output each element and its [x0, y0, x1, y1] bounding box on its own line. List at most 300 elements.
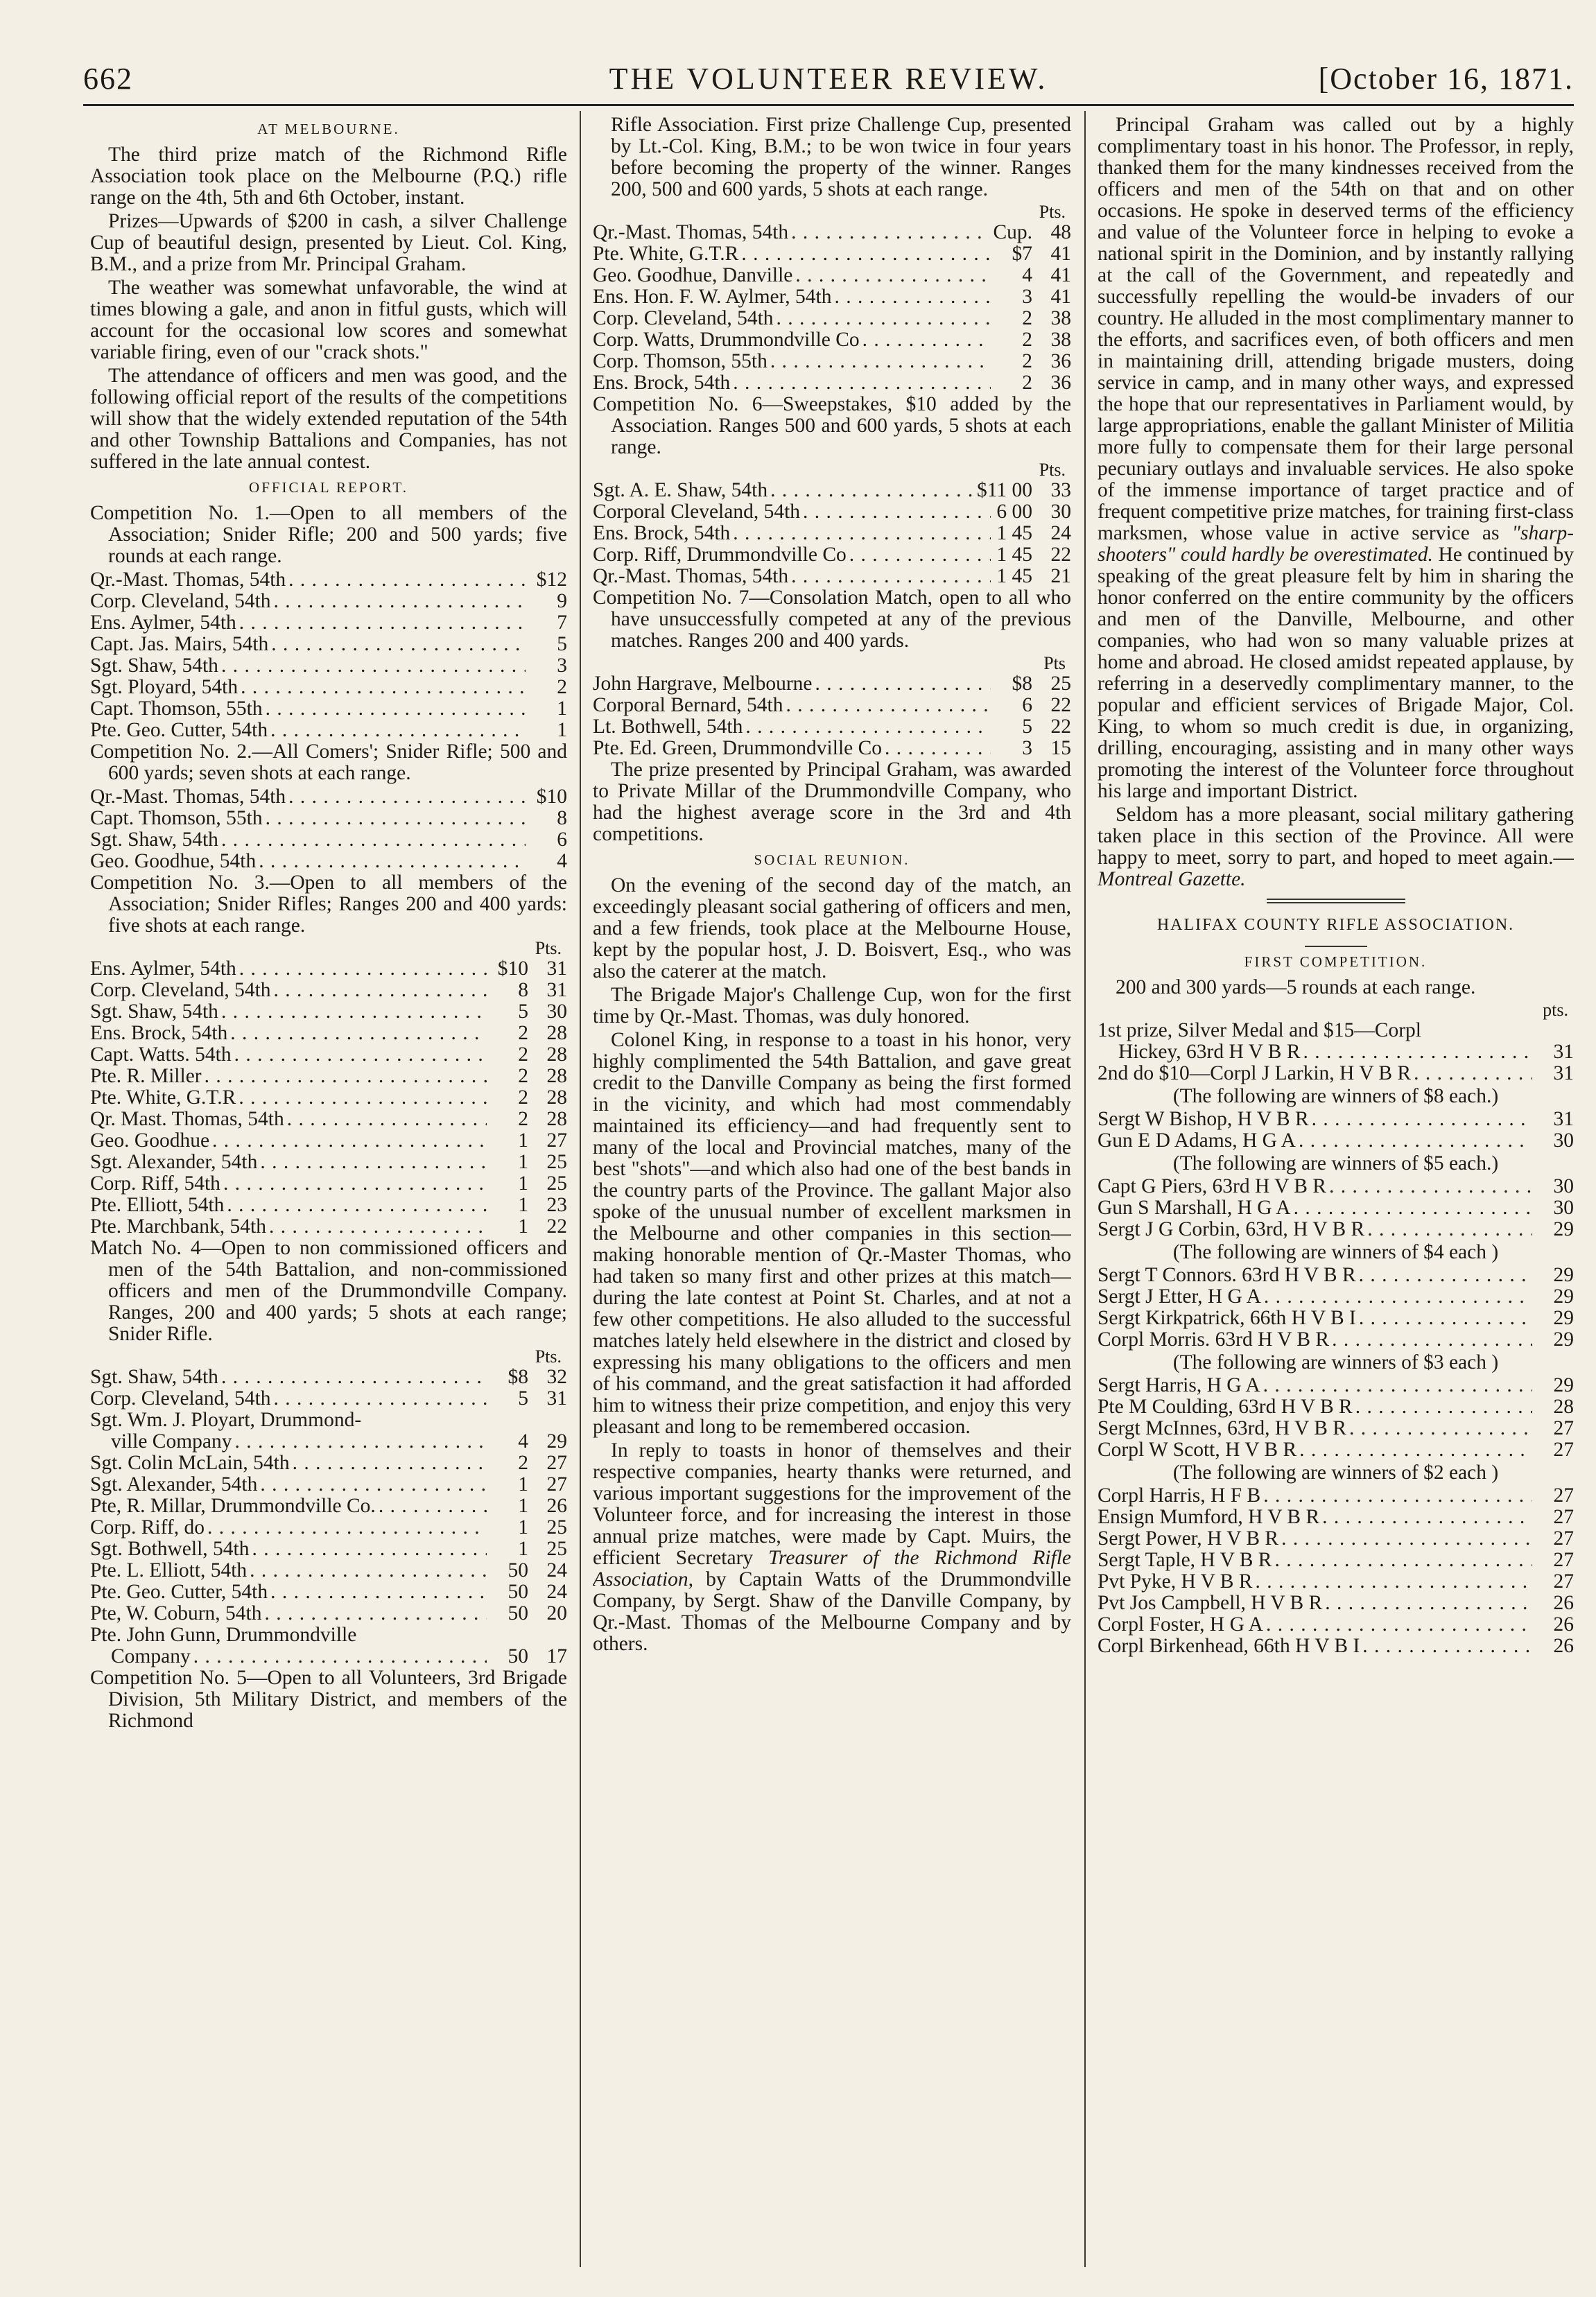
entry-prize: Cup.	[993, 221, 1032, 243]
dot-leader	[770, 480, 974, 501]
result-row	[90, 1001, 567, 1023]
entry-prize: $8	[508, 1366, 528, 1388]
entry-name: Pte. R. Miller	[90, 1065, 202, 1087]
result-row	[1098, 1396, 1574, 1418]
dot-leader	[250, 1560, 487, 1581]
dot-leader	[849, 544, 991, 566]
entry-prize: 2	[518, 1086, 528, 1109]
dot-leader	[288, 786, 526, 808]
dot-leader	[239, 958, 487, 980]
result-row	[1098, 1020, 1574, 1041]
competition-description: Competition No. 7—Consolation Match, open to all who have unsuccessfully competed at any of the previous matches. Ranges 200 and 400 yards.	[593, 587, 1071, 652]
result-row	[90, 698, 567, 720]
entry-name: Corp. Cleveland, 54th	[90, 590, 271, 612]
result-row	[593, 501, 1071, 523]
entry-name: Corpl W Scott, H V B R	[1098, 1439, 1297, 1461]
column-2	[593, 114, 1071, 2264]
dot-leader	[862, 329, 991, 351]
results-list	[593, 480, 1071, 587]
text-run: He continued by speaking of the great pleasure felt by him in sharing the honor conferred on the entire community by the officers and men of the Danville, Melbourne, and other companies, who had won so many valuable prizes at home and abroad. He closed amidst repeated applause, by referring in a deservedly complimentary manner, to the popular and efficient services of Brigade Major, Col. King, to whom so much credit is due, in organizing, drilling, encouraging, assisting and in many other ways promoting the interest of the Volunteer force throughout his large and important District.	[1098, 544, 1574, 802]
result-row	[90, 958, 567, 980]
entry-name: Pte. Geo. Cutter, 54th	[90, 719, 268, 741]
result-row	[1098, 1528, 1574, 1550]
entry-prize: 1	[518, 1538, 528, 1560]
entry-prize: 6	[1022, 694, 1032, 716]
result-row	[90, 1216, 567, 1238]
entry-name: Pte. White, G.T.R	[593, 243, 739, 265]
entry-points: 32	[546, 1366, 567, 1388]
result-row	[90, 612, 567, 634]
entry-points: 41	[1050, 243, 1071, 265]
section-heading-official-report: OFFICIAL REPORT.	[249, 479, 408, 496]
entry-prize: 9	[557, 590, 567, 612]
short-rule	[1305, 946, 1367, 947]
result-row	[1098, 1130, 1574, 1152]
entry-name: Sergt Power, H V B R	[1098, 1527, 1279, 1550]
entry-name: Sergt Taple, H V B R	[1098, 1549, 1272, 1571]
entry-points: 21	[1050, 565, 1071, 587]
entry-prize: 8	[557, 807, 567, 829]
dot-leader	[265, 1603, 487, 1624]
dot-leader	[270, 1581, 487, 1603]
italic-text: "sharp-shooters" could hardly be overestimated.	[1098, 522, 1574, 566]
entry-prize: 6 00	[996, 501, 1032, 523]
result-row	[90, 1581, 567, 1603]
result-row	[1098, 1219, 1574, 1240]
group-label: (The following are winners of $2 each )	[1172, 1462, 1499, 1484]
entry-name: Corpl Harris, H F B	[1098, 1484, 1261, 1507]
result-row	[1098, 1329, 1574, 1351]
dot-leader	[1263, 1375, 1532, 1396]
entry-name: Lt. Bothwell, 54th	[593, 716, 743, 738]
entry-points: 25	[546, 1151, 567, 1173]
entry-prize: 6	[557, 829, 567, 851]
entry-points: 29	[1553, 1328, 1574, 1351]
result-row	[90, 1431, 567, 1453]
dot-leader	[266, 808, 526, 829]
entry-points: 22	[1050, 694, 1071, 716]
dot-leader	[770, 351, 991, 372]
entry-prize: 1	[518, 1172, 528, 1195]
points-header: Pts.	[1039, 202, 1066, 222]
result-row	[90, 1367, 567, 1388]
dot-leader	[885, 738, 991, 759]
entry-points: 25	[1050, 673, 1071, 695]
dot-leader	[745, 716, 991, 738]
entry-points: 20	[546, 1602, 567, 1624]
result-row	[593, 372, 1071, 394]
paragraph: The attendance of officers and men was good, and the following official report of the results of the competitions will show that the widely extended reputation of the 54th and other Township Battalions and Companies, has not suffered in the late annual contest.	[90, 365, 567, 473]
paragraph: The prize presented by Principal Graham, was awarded to Private Millar of the Drummondville Company, who had the highest average score in the 3rd and 4th competitions.	[593, 759, 1071, 845]
entry-points: 22	[546, 1215, 567, 1238]
results-list	[1098, 1485, 1574, 1657]
result-row	[90, 655, 567, 677]
entry-prize: 2	[518, 1452, 528, 1474]
entry-prize: 2	[518, 1108, 528, 1130]
dot-leader	[252, 1538, 487, 1560]
dot-leader	[741, 243, 991, 265]
entry-name: Corp. Thomson, 55th	[593, 350, 767, 372]
dot-leader	[293, 1453, 487, 1474]
column-1	[90, 114, 567, 2264]
entry-name: Pte. White, G.T.R	[90, 1086, 236, 1109]
points-header: Pts.	[1039, 460, 1066, 480]
result-row	[1098, 1063, 1574, 1084]
entry-name: Pvt Pyke, H V B R	[1098, 1570, 1253, 1593]
dot-leader	[1266, 1614, 1532, 1636]
points-header: Pts.	[535, 938, 562, 958]
entry-name: Ens. Aylmer, 54th	[90, 612, 236, 634]
entry-points: 28	[546, 1043, 567, 1066]
dot-leader	[235, 1431, 487, 1453]
result-row	[90, 720, 567, 741]
entry-points: 27	[546, 1473, 567, 1496]
dot-leader	[227, 1195, 487, 1216]
entry-points: 28	[546, 1065, 567, 1087]
dot-leader	[1367, 1219, 1532, 1240]
entry-points: 26	[1553, 1592, 1574, 1614]
dot-leader	[1281, 1528, 1532, 1550]
results-list	[593, 222, 1071, 394]
entry-prize: $10	[497, 957, 528, 980]
page-header	[83, 49, 1574, 104]
result-row	[1098, 1614, 1574, 1636]
entry-points: 31	[546, 1387, 567, 1410]
entry-name: Pte. Geo. Cutter, 54th	[90, 1581, 268, 1603]
group-label: (The following are winners of $4 each )	[1172, 1241, 1499, 1263]
result-row	[593, 480, 1071, 501]
dot-leader	[786, 695, 991, 716]
dot-leader	[221, 655, 526, 677]
entry-points: 25	[546, 1538, 567, 1560]
dot-leader	[270, 720, 526, 741]
dot-leader	[1414, 1063, 1532, 1084]
results-list	[593, 673, 1071, 759]
result-row	[90, 1646, 567, 1667]
result-row	[90, 851, 567, 872]
entry-name: Qr.-Mast. Thomas, 54th	[593, 221, 789, 243]
entry-name: Sgt. Alexander, 54th	[90, 1473, 258, 1496]
dot-leader	[1332, 1329, 1532, 1351]
dot-leader	[379, 1496, 487, 1517]
entry-name: Sergt J G Corbin, 63rd, H V B R	[1098, 1218, 1365, 1240]
result-row	[90, 1130, 567, 1152]
dot-leader	[777, 308, 991, 329]
entry-name: Capt. Jas. Mairs, 54th	[90, 633, 269, 655]
entry-name: Capt G Piers, 63rd H V B R	[1098, 1175, 1326, 1197]
result-row	[90, 1560, 567, 1581]
result-row	[593, 222, 1071, 243]
result-row	[593, 544, 1071, 566]
entry-points: 31	[1553, 1041, 1574, 1063]
entry-prize: 1	[557, 719, 567, 741]
text-run: Seldom has a more pleasant, social military gathering taken place in this section of the Province. All were happy to meet, sorry to part, and hoped to meet again.—	[1098, 804, 1574, 869]
entry-prize: 50	[508, 1645, 528, 1667]
result-row	[90, 1474, 567, 1496]
result-row	[90, 1023, 567, 1044]
entry-points: 25	[546, 1172, 567, 1195]
result-row	[593, 265, 1071, 286]
entry-points: 26	[546, 1495, 567, 1517]
dot-leader	[287, 1109, 487, 1130]
entry-name: 1st prize, Silver Medal and $15—Corpl	[1098, 1019, 1422, 1041]
column-divider	[580, 111, 581, 2267]
competition-description: Competition No. 6—Sweepstakes, $10 added by the Association. Ranges 500 and 600 yards, 5 shots at each range.	[593, 393, 1071, 458]
section-rule	[1267, 899, 1405, 903]
entry-prize: 5	[1022, 716, 1032, 738]
dot-leader	[1359, 1265, 1532, 1286]
dot-leader	[274, 591, 526, 612]
result-row	[90, 1538, 567, 1560]
winner-groups	[1098, 1086, 1574, 1657]
italic-text: Montreal Gazette.	[1098, 868, 1246, 890]
dot-leader	[1264, 1286, 1532, 1308]
entry-name: Pte M Coulding, 63rd H V B R	[1098, 1396, 1353, 1418]
competition-description: Competition No. 3.—Open to all members of the Association; Snider Rifles; Ranges 200 and 400 yards: five shots at each range.	[90, 872, 567, 937]
competition-description: Competition No. 1.—Open to all members of the Association; Snider Rifle; 200 and 500 yards; five rounds at each range.	[90, 502, 567, 567]
text-run: In reply to toasts in honor of themselves and their respective companies, hearty thanks were returned, and various important suggestions for the improvement of the Volunteer force, and for increasing the interest in those annual prize matches, were made by Capt. Muirs, the efficient Secretary	[593, 1439, 1071, 1569]
column-divider	[1084, 111, 1086, 2267]
dot-leader	[207, 1517, 487, 1538]
dot-leader	[221, 1367, 487, 1388]
entry-name: Corporal Bernard, 54th	[593, 694, 783, 716]
result-row	[1098, 1197, 1574, 1219]
paragraph	[1098, 114, 1574, 802]
dot-leader	[1299, 1439, 1532, 1461]
result-row	[90, 1624, 567, 1646]
result-row	[90, 786, 567, 808]
entry-name: Gun E D Adams, H G A	[1098, 1129, 1296, 1152]
entry-prize: 2	[518, 1043, 528, 1066]
results-list	[1098, 1109, 1574, 1152]
paragraph: The weather was somewhat unfavorable, the wind at times blowing a gale, and anon in fitful gusts, which will account for the occasional low scores and somewhat variable firing, even of our "crack shots."	[90, 277, 567, 363]
header-rule	[83, 104, 1574, 106]
entry-prize: 3	[1022, 286, 1032, 308]
dot-leader	[1325, 1593, 1532, 1614]
text-run: Principal Graham was called out by a highly complimentary toast in his honor. The Professor, in reply, thanked them for the many kindnesses received from the officers and men of the 54th on that and on other occasions. He spoke in deserved terms of the efficiency and value of the Volunteer force in helping to evoke a national spirit in the Dominion, and by instantly rallying at the call of the Government, and repeatedly and successfully repelling the would-be invaders of our country. He alluded in the most complimentary manner to the efforts, and sacrifices even, of both officers and men in maintaining drill, attending brigade musters, doing service in camp, and in many other ways, and expressed the hope that our representatives in Parliament would, by large appropriations, enable the gallant Minister of Militia more fully to compensate them for their large personal pecuniary outlays and invaluable services. He also spoke of the immense importance of target practice and of frequent competitive prize matches, for training first-class marksmen, whose value in active service as	[1098, 114, 1574, 544]
result-row	[593, 329, 1071, 351]
entry-prize: $8	[1012, 673, 1032, 695]
entry-name: Pte. John Gunn, Drummondville	[90, 1624, 357, 1646]
paragraph: On the evening of the second day of the match, an exceedingly pleasant social gathering of officers and men, and a few friends, took place at the Melbourne House, kept by the popular host, J. D. Boisvert, Esq., who was also the caterer at the match.	[593, 874, 1071, 982]
entry-name: Corp. Riff, do	[90, 1516, 205, 1538]
result-row	[90, 569, 567, 591]
dot-leader	[205, 1066, 487, 1087]
entry-points: 31	[546, 957, 567, 980]
results-list	[90, 1367, 567, 1667]
entry-name: Ens. Brock, 54th	[90, 1022, 228, 1044]
dot-leader	[274, 980, 487, 1001]
entry-prize: 50	[508, 1602, 528, 1624]
entry-name: Qr.-Mast. Thomas, 54th	[90, 786, 286, 808]
result-row	[593, 308, 1071, 329]
entry-points: 30	[546, 1000, 567, 1023]
result-row	[90, 1044, 567, 1066]
entry-points: 23	[546, 1194, 567, 1216]
competition-description: Competition No. 5—Open to all Volunteers, 3rd Brigade Division, 5th Military District, and members of the Richmond	[90, 1667, 567, 1732]
results-list	[1098, 1265, 1574, 1351]
entry-points: 29	[1553, 1264, 1574, 1286]
entry-prize: $10	[536, 786, 567, 808]
entry-name: Sergt Harris, H G A	[1098, 1374, 1260, 1396]
group-label: (The following are winners of $8 each.)	[1172, 1085, 1499, 1107]
points-header: Pts.	[535, 1346, 562, 1367]
entry-name: Corporal Cleveland, 54th	[593, 501, 801, 523]
entry-points: 27	[1553, 1439, 1574, 1461]
dot-leader	[259, 851, 526, 872]
result-row	[1098, 1571, 1574, 1593]
entry-prize: 4	[557, 850, 567, 872]
publication-title: THE VOLUNTEER REVIEW.	[609, 62, 1048, 96]
dot-leader	[835, 286, 991, 308]
dot-leader	[1299, 1130, 1532, 1152]
result-row	[593, 695, 1071, 716]
entry-points: 24	[546, 1559, 567, 1581]
entry-name: Qr.-Mast. Thomas, 54th	[593, 565, 789, 587]
entry-points: 31	[1553, 1062, 1574, 1084]
result-row	[1098, 1308, 1574, 1329]
entry-prize: $12	[536, 569, 567, 591]
result-row	[593, 243, 1071, 265]
entry-name: Capt. Thomson, 55th	[90, 697, 263, 720]
entry-name: Corp. Watts, Drummondville Co	[593, 329, 860, 351]
result-row	[90, 1603, 567, 1624]
entry-name: John Hargrave, Melbourne	[593, 673, 813, 695]
entry-name: Company	[111, 1645, 191, 1667]
entry-prize: 1 45	[996, 565, 1032, 587]
paragraph: Prizes—Upwards of $200 in cash, a silver Challenge Cup of beautiful design, presented by Lieut. Col. King, B.M., and a prize from Mr. Principal Graham.	[90, 210, 567, 275]
dot-leader	[212, 1130, 487, 1152]
entry-name: Qr.-Mast. Thomas, 54th	[90, 569, 286, 591]
result-row	[1098, 1375, 1574, 1396]
result-row	[1098, 1439, 1574, 1461]
entry-name: Sergt McInnes, 63rd, H V B R	[1098, 1417, 1346, 1439]
entry-name: Geo. Goodhue	[90, 1129, 210, 1152]
result-row	[1098, 1265, 1574, 1286]
entry-points: 31	[546, 979, 567, 1001]
entry-prize: 1	[518, 1151, 528, 1173]
result-row	[90, 1496, 567, 1517]
group-label: (The following are winners of $3 each )	[1172, 1351, 1499, 1373]
entry-points: 27	[1553, 1549, 1574, 1571]
dot-leader	[1349, 1418, 1532, 1439]
competition-description: Rifle Association. First prize Challenge Cup, presented by Lt.-Col. King, B.M.; to be won twice in four years before becoming the property of the winner. Ranges 200, 500 and 600 yards, 5 shots at each range.	[611, 114, 1071, 200]
dot-leader	[815, 673, 991, 695]
result-row	[90, 829, 567, 851]
entry-points: 41	[1050, 264, 1071, 286]
entry-points: 29	[1553, 1285, 1574, 1308]
dot-leader	[266, 698, 526, 720]
entry-prize: 2	[518, 1022, 528, 1044]
entry-points: 27	[1553, 1570, 1574, 1593]
entry-name: Capt. Watts. 54th	[90, 1043, 232, 1066]
entry-name: Pte. Marchbank, 54th	[90, 1215, 266, 1238]
entry-points: 29	[1553, 1374, 1574, 1396]
group-label: (The following are winners of $5 each.)	[1172, 1152, 1499, 1174]
result-row	[90, 808, 567, 829]
entry-name: Sgt. Shaw, 54th	[90, 1000, 218, 1023]
dot-leader	[1329, 1176, 1532, 1197]
entry-prize: $7	[1012, 243, 1032, 265]
entry-name: Sgt. Shaw, 54th	[90, 1366, 218, 1388]
entry-name: Pte. Ed. Green, Drummondville Co	[593, 737, 883, 759]
dot-leader	[241, 677, 526, 698]
dot-leader	[1256, 1571, 1533, 1593]
entry-prize: 1	[518, 1473, 528, 1496]
result-row	[1098, 1109, 1574, 1130]
result-row	[90, 1173, 567, 1195]
dot-leader	[1274, 1550, 1532, 1571]
dot-leader	[1312, 1109, 1532, 1130]
result-row	[1098, 1485, 1574, 1507]
results-list	[1098, 1176, 1574, 1240]
entry-name: Corpl Foster, H G A	[1098, 1613, 1263, 1636]
dot-leader	[260, 1474, 487, 1496]
entry-name: Corp. Riff, 54th	[90, 1172, 220, 1195]
dot-leader	[288, 569, 526, 591]
entry-prize: 3	[557, 655, 567, 677]
entry-name: Pte. Elliott, 54th	[90, 1194, 225, 1216]
entry-points: 36	[1050, 372, 1071, 394]
points-header: Pts	[1043, 653, 1066, 673]
entry-prize: 50	[508, 1559, 528, 1581]
entry-name: Corp. Cleveland, 54th	[593, 307, 774, 329]
entry-points: 30	[1553, 1175, 1574, 1197]
paragraph	[1098, 804, 1574, 890]
entry-name: Ens. Brock, 54th	[593, 522, 731, 544]
dot-leader	[238, 1087, 487, 1109]
entry-points: 29	[1553, 1218, 1574, 1240]
entry-points: 15	[1050, 737, 1071, 759]
dot-leader	[223, 1173, 487, 1195]
entry-points: 48	[1050, 221, 1071, 243]
entry-points: 30	[1553, 1197, 1574, 1219]
page-number: 662	[83, 62, 133, 96]
dot-leader	[733, 372, 991, 394]
entry-name: Sgt. Colin McLain, 54th	[90, 1452, 290, 1474]
results-list	[90, 569, 567, 741]
dot-leader	[1263, 1485, 1532, 1507]
entry-name: Pte, W. Coburn, 54th	[90, 1602, 262, 1624]
issue-date: [October 16, 1871.	[1318, 62, 1574, 96]
result-row	[90, 1152, 567, 1173]
result-row	[90, 1410, 567, 1431]
dot-leader	[193, 1646, 487, 1667]
paragraph: The Brigade Major's Challenge Cup, won for the first time by Qr.-Mast. Thomas, was duly honored.	[593, 984, 1071, 1028]
entry-points: 33	[1050, 479, 1071, 501]
dot-leader	[274, 1388, 487, 1410]
entry-name: Corp. Cleveland, 54th	[90, 1387, 271, 1410]
dot-leader	[733, 523, 991, 544]
entry-name: Sgt. Shaw, 54th	[90, 655, 218, 677]
entry-name: Sgt. Alexander, 54th	[90, 1151, 258, 1173]
result-row	[90, 1066, 567, 1087]
entry-name: Pte. L. Elliott, 54th	[90, 1559, 248, 1581]
entry-name: Ensign Mumford, H V B R	[1098, 1506, 1320, 1528]
entry-name: Corp. Riff, Drummondville Co	[593, 544, 847, 566]
entry-prize: 2	[1022, 372, 1032, 394]
result-row	[90, 1517, 567, 1538]
result-row	[90, 1195, 567, 1216]
entry-points: 41	[1050, 286, 1071, 308]
result-row	[1098, 1286, 1574, 1308]
dot-leader	[1362, 1636, 1532, 1657]
entry-points: 22	[1050, 544, 1071, 566]
entry-points: 27	[1553, 1527, 1574, 1550]
result-row	[593, 351, 1071, 372]
entry-name: Sgt. A. E. Shaw, 54th	[593, 479, 768, 501]
entry-points: 28	[546, 1108, 567, 1130]
